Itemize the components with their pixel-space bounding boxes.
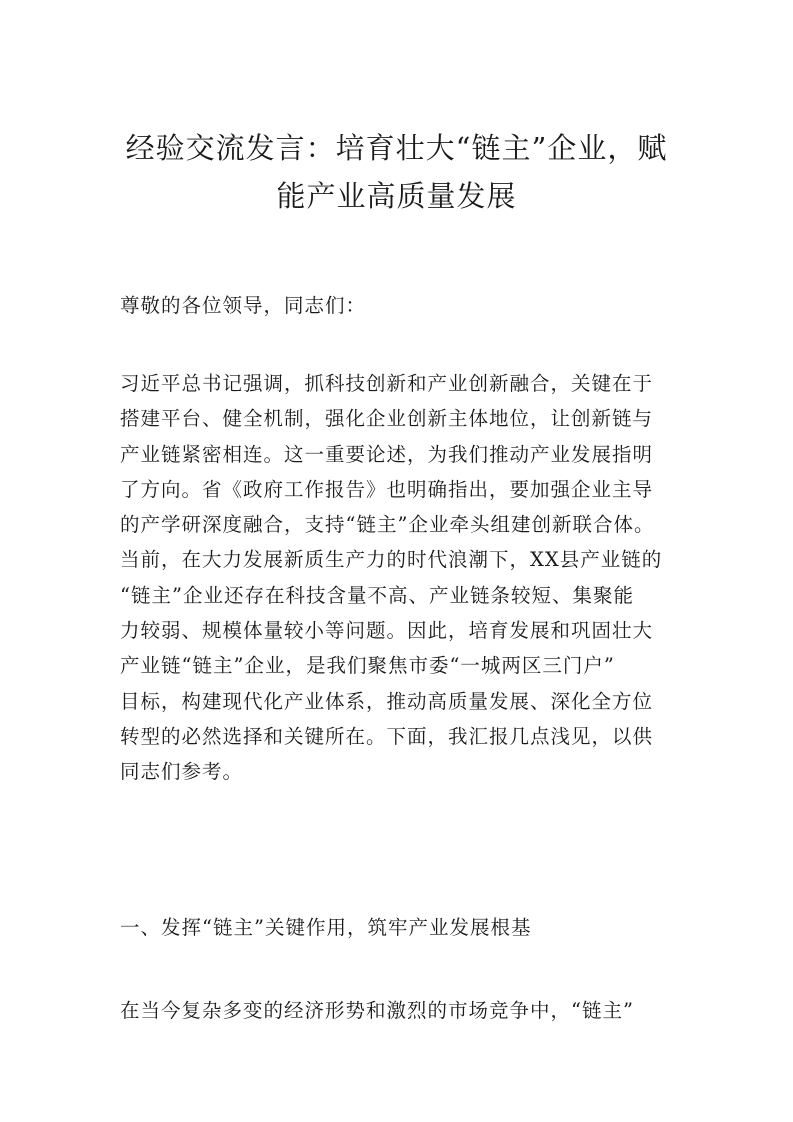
paragraph-line: “链主”企业还存在科技含量不高、产业链条较短、集聚能: [120, 583, 634, 607]
paragraph-line: 当前，在大力发展新质生产力的时代浪潮下，XX县产业链的: [120, 548, 663, 572]
paragraph-line: 产业链紧密相连。这一重要论述，为我们推动产业发展指明: [120, 442, 654, 466]
paragraph-line: 搭建平台、健全机制，强化企业创新主体地位，让创新链与: [120, 407, 654, 431]
paragraph-line: 了方向。省《政府工作报告》也明确指出，要加强企业主导: [120, 477, 654, 501]
title-line-1: 经验交流发言：培育壮大“链主”企业，赋: [125, 131, 668, 165]
paragraph-line: 习近平总书记强调，抓科技创新和产业创新融合，关键在于: [120, 372, 654, 395]
salutation: 尊敬的各位领导，同志们：: [120, 294, 367, 317]
paragraph-intro: [120, 366, 680, 790]
paragraph-line: 力较弱、规模体量较小等问题。因此，培育发展和巩固壮大: [120, 619, 654, 643]
paragraph-section-1: 在当今复杂多变的经济形势和激烈的市场竞争中，“链主”: [120, 999, 634, 1022]
paragraph-line: 同志们参考。: [120, 760, 244, 784]
paragraph-line: 转型的必然选择和关键所在。下面，我汇报几点浅见，以供: [120, 724, 654, 748]
paragraph-line: 的产学研深度融合，支持“链主”企业牵头组建创新联合体。: [120, 513, 655, 537]
section-heading-1: 一、发挥“链主”关键作用，筑牢产业发展根基: [120, 916, 532, 939]
paragraph-line: 产业链“链主”企业，是我们聚焦市委“一城两区三门户”: [120, 654, 615, 678]
title-line-2: 能产业高质量发展: [276, 179, 517, 213]
paragraph-line: 目标，构建现代化产业体系，推动高质量发展、深化全方位: [120, 689, 654, 713]
document-title: [100, 124, 693, 220]
